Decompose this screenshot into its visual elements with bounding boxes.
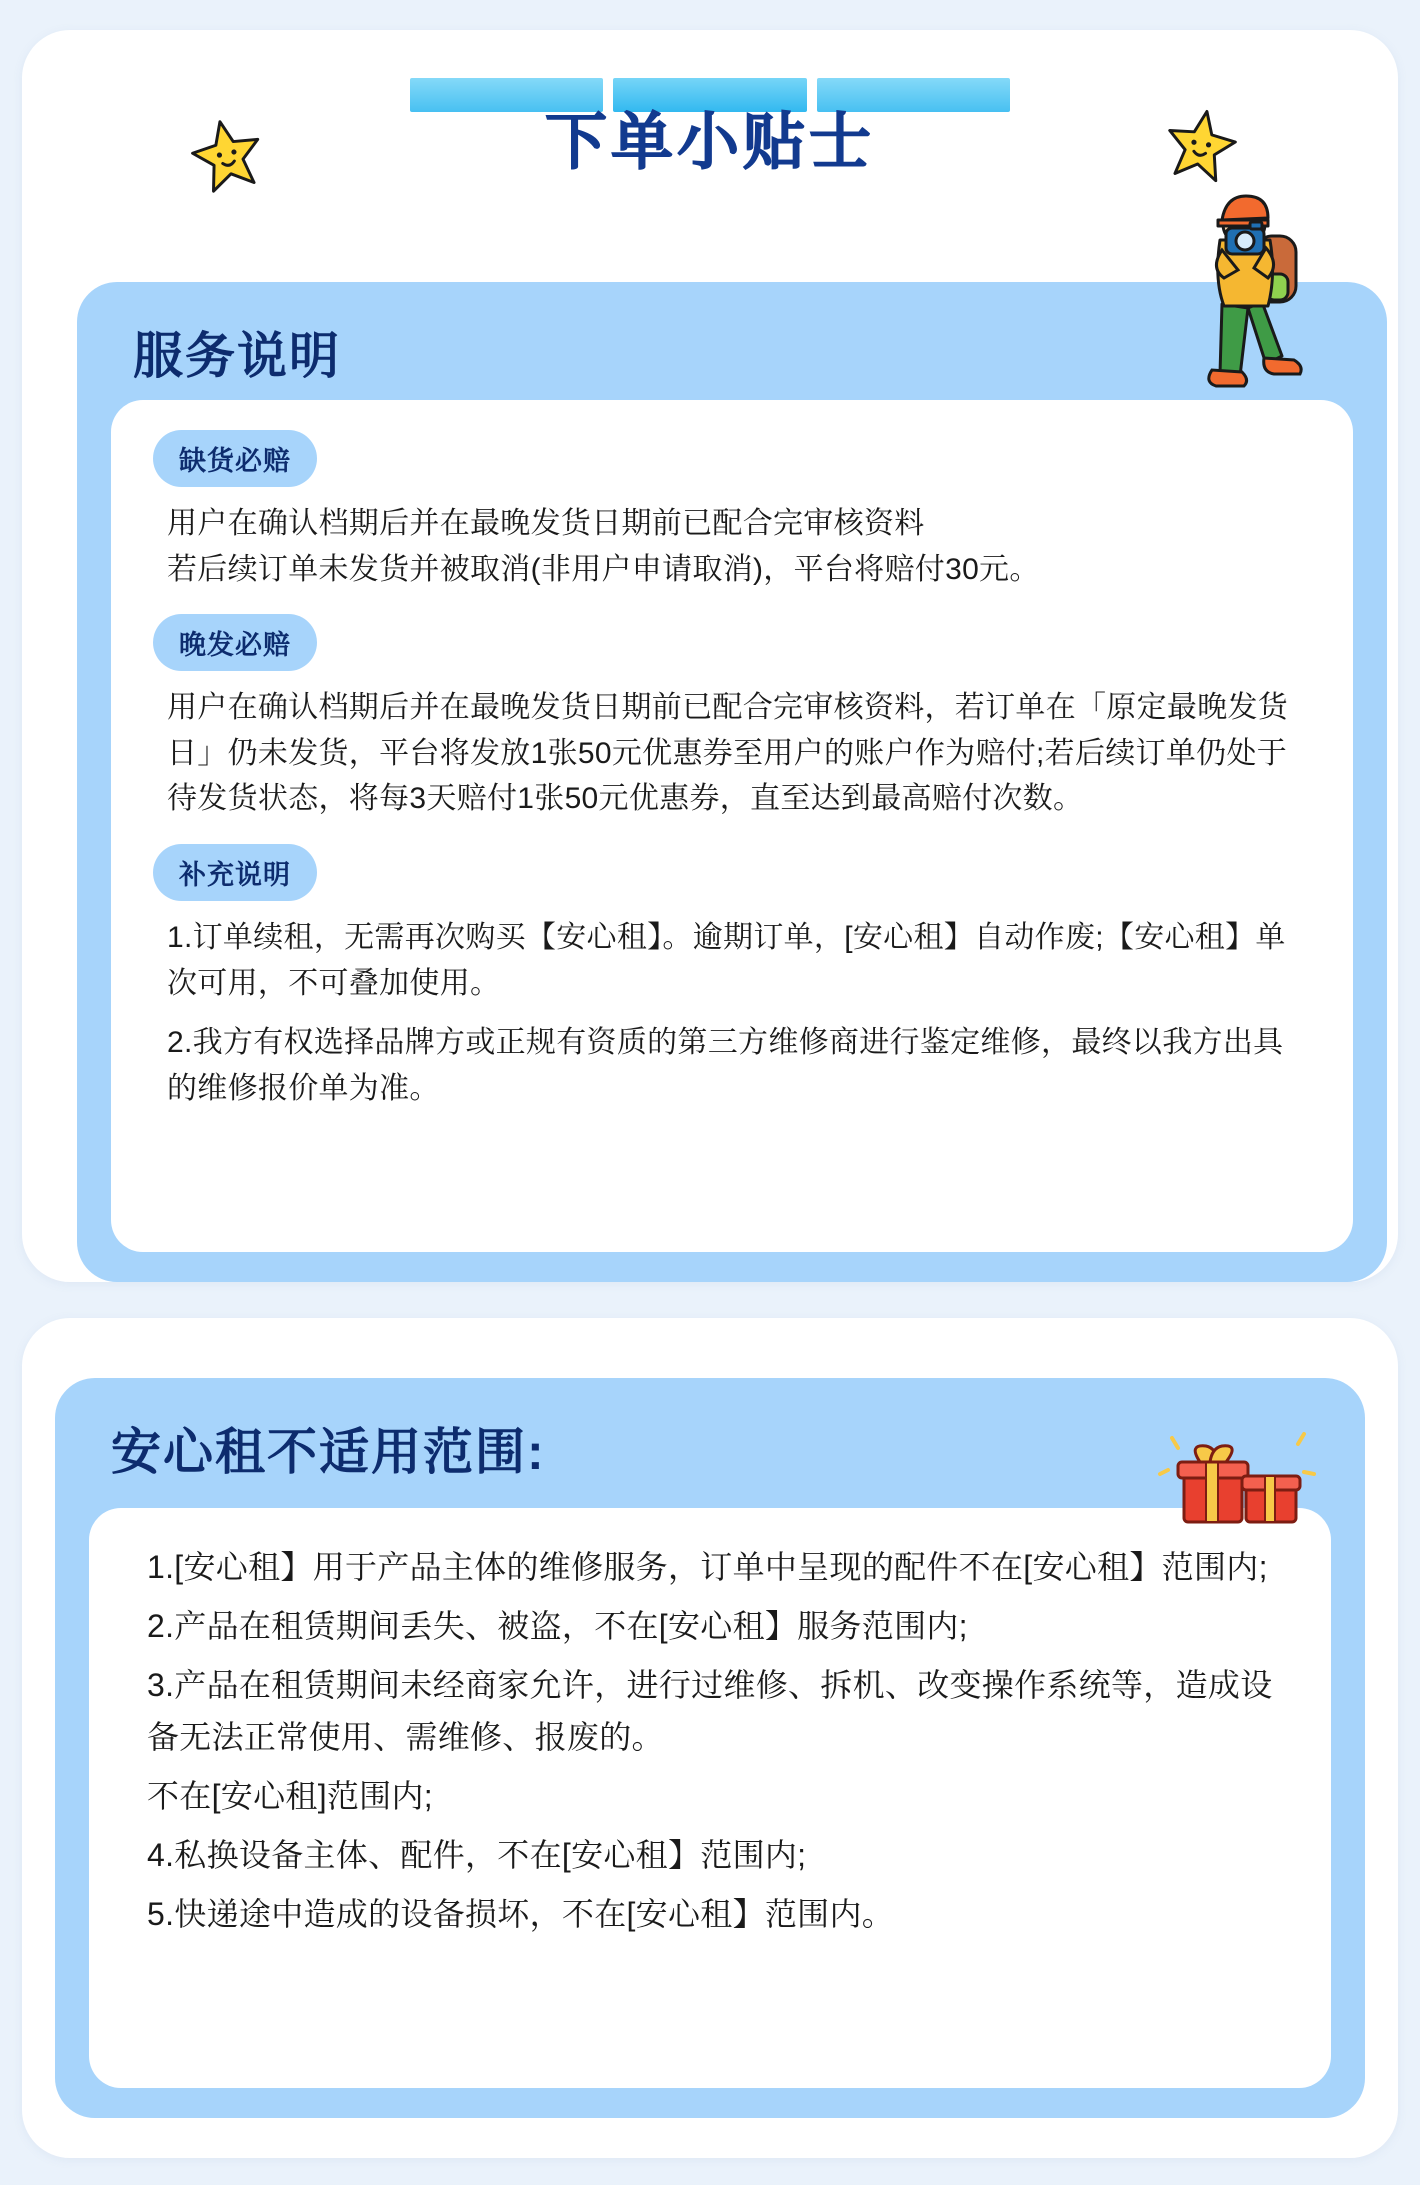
page-title: 下单小贴士 (544, 108, 875, 177)
service-content (111, 400, 1353, 1252)
list-item: 1.[安心租】用于产品主体的维修服务，订单中呈现的配件不在[安心租】范围内; (147, 1549, 1268, 1585)
list-item: 不在[安心租]范围内; (147, 1777, 433, 1814)
status-badge: 晚发必赔 (153, 614, 317, 671)
status-badge: 补充说明 (153, 844, 317, 901)
service-panel (77, 282, 1387, 1282)
service-card (22, 30, 1398, 1282)
service-block (111, 614, 1353, 822)
exclusions-heading: 安心租不适用范围: (111, 1424, 546, 1480)
traveler-photographer-icon (1170, 178, 1320, 398)
exclusions-list (89, 1508, 1331, 1940)
service-paragraph: 若后续订单未发货并被取消(非用户申请取消)，平台将赔付30元。 (167, 552, 1040, 586)
gift-box-icon (1154, 1418, 1324, 1538)
service-heading: 服务说明 (133, 328, 341, 384)
list-item: 3.产品在租赁期间未经商家允许，进行过维修、拆机、改变操作系统等，造成设备无法正常使用、需维修、报废的。 (147, 1667, 1273, 1755)
page-title-wrap (22, 92, 1398, 181)
service-block (111, 400, 1353, 592)
list-item: 4.私换设备主体、配件，不在[安心租】范围内; (147, 1836, 807, 1873)
status-badge: 缺货必赔 (153, 430, 317, 487)
list-item: 2.产品在租赁期间丢失、被盗，不在[安心租】服务范围内; (147, 1608, 968, 1645)
service-paragraph: 用户在确认档期后并在最晚发货日期前已配合完审核资料，若订单在「原定最晚发货日」仍未发货，平台将发放1张50元优惠券至用户的账户作为赔付;若后续订单仍处于待发货状态，将每3天赔付1张50元优惠券，直至达到最高赔付次数。 (167, 691, 1289, 816)
service-paragraph: 用户在确认档期后并在最晚发货日期前已配合完审核资料 (167, 507, 925, 540)
service-paragraph: 1.订单续租，无需再次购买【安心租】。逾期订单，[安心租】自动作废;【安心租】单次可用，不可叠加使用。 (167, 920, 1286, 1000)
service-block (111, 844, 1353, 1111)
service-paragraph: 2.我方有权选择品牌方或正规有资质的第三方维修商进行鉴定维修，最终以我方出具的维修报价单为准。 (167, 1026, 1284, 1105)
exclusions-content (89, 1508, 1331, 2088)
list-item: 5.快递途中造成的设备损坏，不在[安心租】范围内。 (147, 1896, 895, 1933)
